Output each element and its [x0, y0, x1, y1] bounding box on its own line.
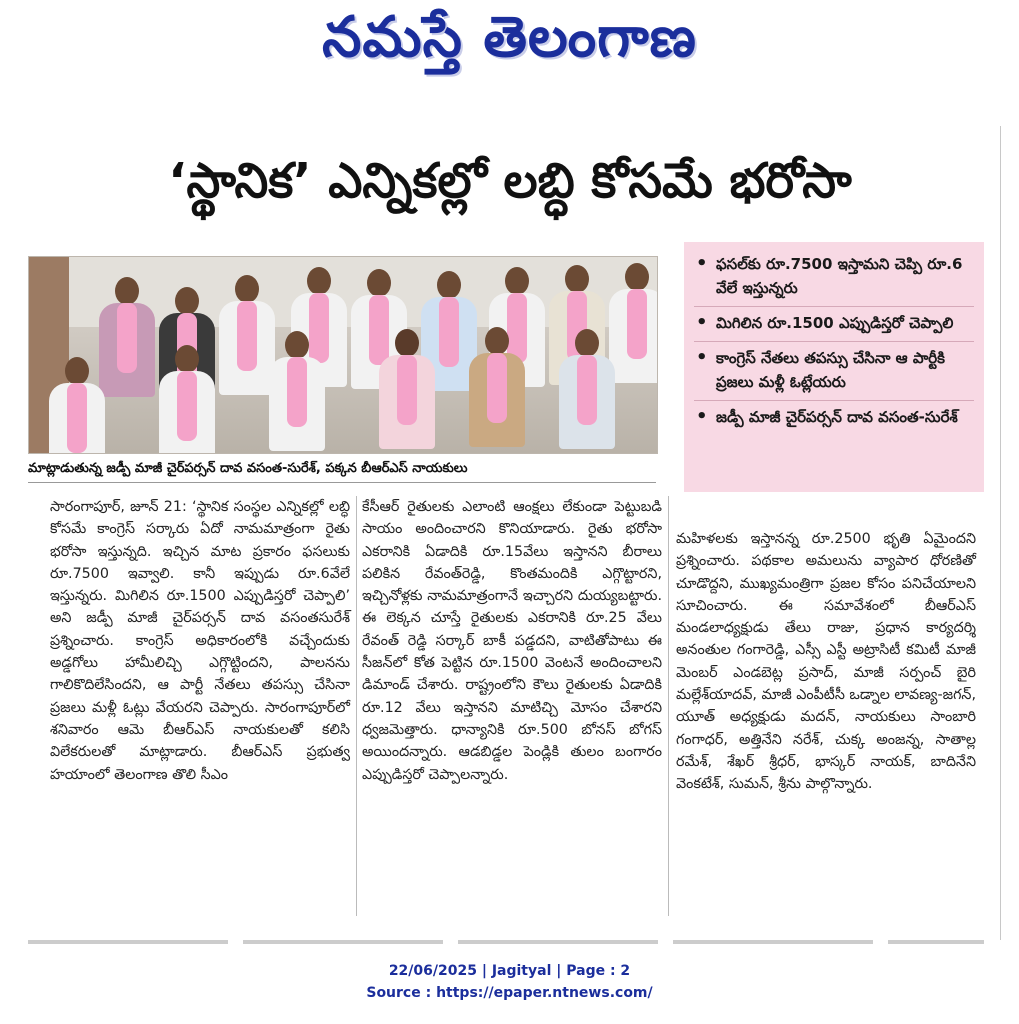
article-column-2: కేసీఆర్ రైతులకు ఎలాంటి ఆంక్షలు లేకుండా పెట్టుబడి సాయం అందించారని కొనియాడారు. రైతు భరోసా ఎకరానికి ఏడాదికి రూ.15వేలు ఇస్తానని బీరాలు పలికిన రేవంత్‌రెడ్డి, కొంతమందికి ఎగ్గొట్టారని, ఇచ్చినోళ్లకు నామమాత్రంగానే ఇచ్చారని దుయ్యబట్టారు. ఈ లెక్కన చూస్తే రైతులకు ఎకరానికి రూ.25 వేలు రేవంత్ రెడ్డి సర్కార్ బాకీ పడ్డదని, వాటితోపాటు ఈ సీజన్‌లో కోత పెట్టిన రూ.1500 వెంటనే అందించాలని డిమాండ్ చేశారు. రాష్ట్రంలోని కౌలు రైతులకు ఏడాదికి రూ.12 వేలు ఇస్తానని మాటిచ్చి మోసం చేశారని ధ్వజమెత్తారు. ధాన్యానికి రూ.500 బోనస్ బోగస్ అయిందన్నారు. ఆడబిడ్డల పెండ్లికి తులం బంగారం ఎప్పుడిస్తరో చెప్పాలన్నారు. [362, 499, 662, 783]
highlight-item: • ఫసల్‌కు రూ.7500 ఇస్తామని చెప్పి రూ.6 వేలే ఇస్తున్నరు [694, 248, 974, 307]
highlight-text: జడ్పీ మాజీ చైర్‌పర్సన్ దావ వసంత-సురేశ్ [716, 408, 958, 426]
highlight-text: కాంగ్రెస్ నేతలు తపస్సు చేసినా ఆ పార్టీకి ప్రజలు మళ్లీ ఓట్లేయరు [716, 349, 946, 391]
highlights-box [684, 242, 984, 492]
masthead [0, 0, 1019, 96]
edition-info: 22/06/2025 | Jagityal | Page : 2 [388, 963, 631, 979]
newspaper-logo: నమస్తే తెలంగాణ [322, 4, 697, 70]
page-footer [0, 960, 1019, 1004]
column-divider [356, 496, 357, 916]
highlight-text: ఫసల్‌కు రూ.7500 ఇస్తామని చెప్పి రూ.6 వేలే ఇస్తున్నరు [716, 255, 963, 297]
article-headline: ‘స్థానిక’ ఎన్నికల్లో లబ్ధి కోసమే భరోసా [168, 153, 852, 209]
highlight-item: • కాంగ్రెస్ నేతలు తపస్సు చేసినా ఆ పార్టీకి ప్రజలు మళ్లీ ఓట్లేయరు [694, 342, 974, 401]
news-photo [28, 256, 658, 454]
highlight-item: • మిగిలిన రూ.1500 ఎప్పుడిస్తరో చెప్పాలి [694, 307, 974, 342]
highlight-text: మిగిలిన రూ.1500 ఎప్పుడిస్తరో చెప్పాలి [716, 314, 954, 332]
column-divider [668, 496, 669, 916]
article-column-3: మహిళలకు ఇస్తానన్న రూ.2500 భృతి ఏమైందని ప్రశ్నించారు. పథకాల అమలును వ్యాపార ధోరణితో చూడొద్దని, ముఖ్యమంత్రిగా ప్రజల కోసం పనిచేయాలని సూచించారు. ఈ సమావేశంలో బీఆర్‌ఎస్ మండలాధ్యక్షుడు తేలు రాజు, ప్రధాన కార్యదర్శి అనంతుల గంగారెడ్డి, ఎస్సీ ఎస్టీ అట్రాసిటీ కమిటీ మాజీ మెంబర్ ఎండబెట్ల ప్రసాద్, మాజీ సర్పంచ్ బైరి మల్లేశ్‌యాదవ్, మాజీ ఎంపీటీసీ ఒడ్నాల లావణ్య-జగన్, యూత్ అధ్యక్షుడు మదన్, నాయకులు సాంబారి గంగాధర్, అత్తినేని నరేశ్, చుక్క అంజన్న, సాతాల్ల రమేశ్, శేఖర్ శ్రీధర్, భాస్కర్ నాయక్, బాదినేని వెంకటేశ్, సుమన్, శ్రీను పాల్గొన్నారు. [676, 531, 976, 793]
article-column-1: సారంగాపూర్, జూన్ 21: ‘స్థానిక సంస్థల ఎన్నికల్లో లబ్ధి కోసమే కాంగ్రెస్ సర్కారు ఏదో నామమాత్రంగా రైతు భరోసా ఇస్తున్నది. ఇచ్చిన మాట ప్రకారం ఫసలుకు రూ.7500 ఇవ్వాలి. కానీ ఇప్పుడు రూ.6వేలే ఇస్తున్నరు. మిగిలిన రూ.1500 ఎప్పుడిస్తరో చెప్పాలి’ అని జడ్పీ మాజీ చైర్‌పర్సన్ దావ వసంతసురేశ్ ప్రశ్నించారు. కాంగ్రెస్ అధికారంలోకి వచ్చేందుకు అడ్డగోలు హామీలిచ్చి ఎగ్గొట్టిందని, పాలనను గాలికొదిలేసిందని, ఆ పార్టీ నేతలు తపస్సు చేసినా ప్రజలు మళ్లీ ఓట్లు వేయరని చెప్పారు. సారంగాపూర్‌లో శనివారం ఆమె బీఆర్‌ఎస్ నాయకులతో కలిసి విలేకరులతో మాట్లాడారు. బీఆర్‌ఎస్ ప్రభుత్వ హయాంలో తెలంగాణ తొలి సీఎం [50, 499, 350, 783]
highlight-item: • జడ్పీ మాజీ చైర్‌పర్సన్ దావ వసంత-సురేశ్ [696, 406, 958, 427]
bottom-divider [28, 940, 984, 944]
page-divider [1000, 126, 1001, 940]
photo-caption: మాట్లాడుతున్న జడ్పీ మాజీ చైర్‌పర్సన్ దావ వసంత-సురేశ్, పక్కన బీఆర్‌ఎస్ నాయకులు [28, 456, 656, 483]
source-link[interactable]: Source : https://epaper.ntnews.com/ [366, 985, 653, 1001]
